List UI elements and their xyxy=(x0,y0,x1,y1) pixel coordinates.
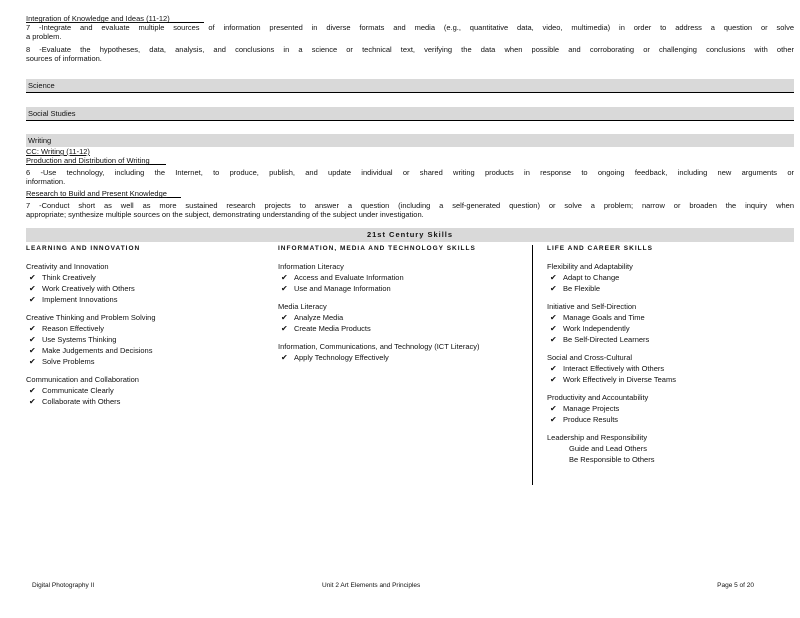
skill-item xyxy=(278,352,532,363)
writing-label: Writing xyxy=(28,136,52,145)
skill-item-label: Guide and Lead Others xyxy=(569,444,647,453)
skill-group-title: Communication and Collaboration xyxy=(26,375,139,384)
footer-page: Page 5 of 20 xyxy=(717,582,754,589)
skill-item xyxy=(547,403,794,414)
skill-item xyxy=(278,312,532,323)
writing-item-7: 7 -Conduct short as well as more sustained research projects to answer a question (including a self-generated question) or solve a problem; narrow or broaden the inquiry when xyxy=(26,201,794,210)
checkmark-icon: ✔ xyxy=(550,375,557,384)
science-label: Science xyxy=(28,81,55,90)
checkmark-icon: ✔ xyxy=(281,324,288,333)
checkmark-icon: ✔ xyxy=(29,295,36,304)
skill-item xyxy=(26,334,278,345)
checkmark-icon: ✔ xyxy=(29,397,36,406)
skill-group xyxy=(278,261,532,294)
integration-item-7-cont: a problem. xyxy=(26,32,62,41)
page xyxy=(26,14,794,485)
skill-item-label: Use and Manage Information xyxy=(294,284,391,293)
skill-group-title: Flexibility and Adaptability xyxy=(547,262,633,271)
skill-item xyxy=(547,414,794,425)
skill-group xyxy=(278,301,532,334)
checkmark-icon: ✔ xyxy=(550,404,557,413)
footer-course: Digital Photography II xyxy=(32,582,95,589)
integration-section xyxy=(26,14,794,63)
skill-item xyxy=(26,323,278,334)
skill-item-label: Make Judgements and Decisions xyxy=(42,346,153,355)
skill-group-title: Creative Thinking and Problem Solving xyxy=(26,313,156,322)
skill-group-title: Information, Communications, and Technology (ICT Literacy) xyxy=(278,342,480,351)
checkmark-icon: ✔ xyxy=(550,284,557,293)
skill-item-label: Be Self-Directed Learners xyxy=(563,335,650,344)
skill-item-label: Be Responsible to Others xyxy=(569,455,655,464)
writing-bar xyxy=(26,134,794,147)
skill-item xyxy=(547,272,794,283)
skills-columns xyxy=(26,245,794,485)
skill-item xyxy=(547,323,794,334)
skill-group-title: Information Literacy xyxy=(278,262,344,271)
checkmark-icon: ✔ xyxy=(281,313,288,322)
skill-group-title: Productivity and Accountability xyxy=(547,393,649,402)
writing-production-heading: Production and Distribution of Writing xyxy=(26,156,150,165)
checkmark-icon: ✔ xyxy=(550,313,557,322)
skill-item xyxy=(26,272,278,283)
skills-column-heading: LIFE AND CAREER SKILLS xyxy=(547,245,653,252)
checkmark-icon: ✔ xyxy=(29,346,36,355)
skill-group-title: Social and Cross-Cultural xyxy=(547,353,633,362)
skill-group xyxy=(547,392,794,425)
skills-column-learning xyxy=(26,245,278,485)
skill-item-label: Apply Technology Effectively xyxy=(294,353,389,362)
skill-item-label: Adapt to Change xyxy=(563,273,620,282)
skill-item-label: Create Media Products xyxy=(294,324,371,333)
skill-group xyxy=(547,352,794,385)
skill-group-title: Media Literacy xyxy=(278,302,327,311)
checkmark-icon: ✔ xyxy=(281,273,288,282)
skill-item-label: Communicate Clearly xyxy=(42,386,114,395)
divider xyxy=(26,92,794,107)
skills-column-life-career xyxy=(532,245,794,485)
writing-item-6-cont: information. xyxy=(26,177,66,186)
checkmark-icon: ✔ xyxy=(29,335,36,344)
skill-item-label: Think Creatively xyxy=(42,273,96,282)
checkmark-icon: ✔ xyxy=(29,324,36,333)
skills-column-information xyxy=(278,245,532,485)
social-studies-label: Social Studies xyxy=(28,109,76,118)
checkmark-icon: ✔ xyxy=(550,335,557,344)
checkmark-icon: ✔ xyxy=(550,415,557,424)
skill-item-label: Interact Effectively with Others xyxy=(563,364,665,373)
checkmark-icon: ✔ xyxy=(550,364,557,373)
divider xyxy=(26,120,794,134)
skill-item xyxy=(278,323,532,334)
checkmark-icon: ✔ xyxy=(281,353,288,362)
integration-heading: Integration of Knowledge and Ideas (11-12) xyxy=(26,14,170,23)
checkmark-icon: ✔ xyxy=(550,273,557,282)
skill-item xyxy=(547,334,794,345)
skill-item-label: Produce Results xyxy=(563,415,619,424)
skill-item-label: Manage Projects xyxy=(563,404,620,413)
checkmark-icon: ✔ xyxy=(29,386,36,395)
skill-group-title: Creativity and Innovation xyxy=(26,262,109,271)
skill-item xyxy=(547,374,794,385)
skill-item xyxy=(26,294,278,305)
integration-item-8-cont: sources of information. xyxy=(26,54,102,63)
skills-title: 21st Century Skills xyxy=(366,230,454,239)
skill-group xyxy=(278,341,532,363)
skill-item-label: Collaborate with Others xyxy=(42,397,121,406)
checkmark-icon: ✔ xyxy=(550,324,557,333)
checkmark-icon: ✔ xyxy=(29,284,36,293)
skill-item-label: Work Independently xyxy=(563,324,630,333)
checkmark-icon: ✔ xyxy=(281,284,288,293)
skill-item xyxy=(26,283,278,294)
skills-column-heading: INFORMATION, MEDIA AND TECHNOLOGY SKILLS xyxy=(278,245,476,252)
skill-item-label: Manage Goals and Time xyxy=(563,313,645,322)
writing-item-6: 6 -Use technology, including the Internet, to produce, publish, and update individual or shared writing products in response to ongoing feedback, including new arguments or xyxy=(26,168,794,177)
skill-item xyxy=(547,312,794,323)
skill-item-label: Work Effectively in Diverse Teams xyxy=(563,375,676,384)
skills-title-bar xyxy=(26,228,794,242)
skill-item xyxy=(26,345,278,356)
footer-unit: Unit 2 Art Elements and Principles xyxy=(322,582,421,589)
integration-item-8: 8 -Evaluate the hypotheses, data, analysis, and conclusions in a science or technical text, verifying the data when possible and corroborating or challenging conclusions with other xyxy=(26,45,794,54)
skill-item xyxy=(26,356,278,367)
integration-item-7: 7 -Integrate and evaluate multiple sources of information presented in diverse formats and media (e.g., quantitative data, video, multimedia) in order to address a question or solve xyxy=(26,23,794,32)
skill-group xyxy=(26,374,278,407)
social-studies-bar xyxy=(26,107,794,120)
writing-research-heading: Research to Build and Present Knowledge xyxy=(26,189,167,198)
skill-group xyxy=(26,261,278,305)
skill-group-title: Initiative and Self-Direction xyxy=(547,302,637,311)
skill-item-label: Reason Effectively xyxy=(42,324,104,333)
skill-group xyxy=(26,312,278,367)
skill-item-label: Access and Evaluate Information xyxy=(294,273,404,282)
skill-group xyxy=(547,301,794,345)
writing-cc-heading: CC: Writing (11-12) xyxy=(26,147,90,156)
skill-item xyxy=(26,385,278,396)
skill-item xyxy=(547,283,794,294)
writing-item-7-cont: appropriate; synthesize multiple sources on the subject, demonstrating understanding of the subject under investigation. xyxy=(26,210,424,219)
skill-item-label: Solve Problems xyxy=(42,357,95,366)
skill-item-label: Work Creatively with Others xyxy=(42,284,135,293)
skill-item xyxy=(278,272,532,283)
checkmark-icon: ✔ xyxy=(29,357,36,366)
skill-item xyxy=(26,396,278,407)
skill-item xyxy=(547,363,794,374)
skills-column-heading: LEARNING AND INNOVATION xyxy=(26,245,141,252)
skill-group-title: Leadership and Responsibility xyxy=(547,433,648,442)
skill-item-label: Analyze Media xyxy=(294,313,344,322)
science-bar xyxy=(26,79,794,92)
skill-item-label: Implement Innovations xyxy=(42,295,118,304)
skill-item xyxy=(278,283,532,294)
skill-group xyxy=(547,432,794,465)
skill-group xyxy=(547,261,794,294)
skill-item-label: Use Systems Thinking xyxy=(42,335,117,344)
skill-item-label: Be Flexible xyxy=(563,284,601,293)
checkmark-icon: ✔ xyxy=(29,273,36,282)
